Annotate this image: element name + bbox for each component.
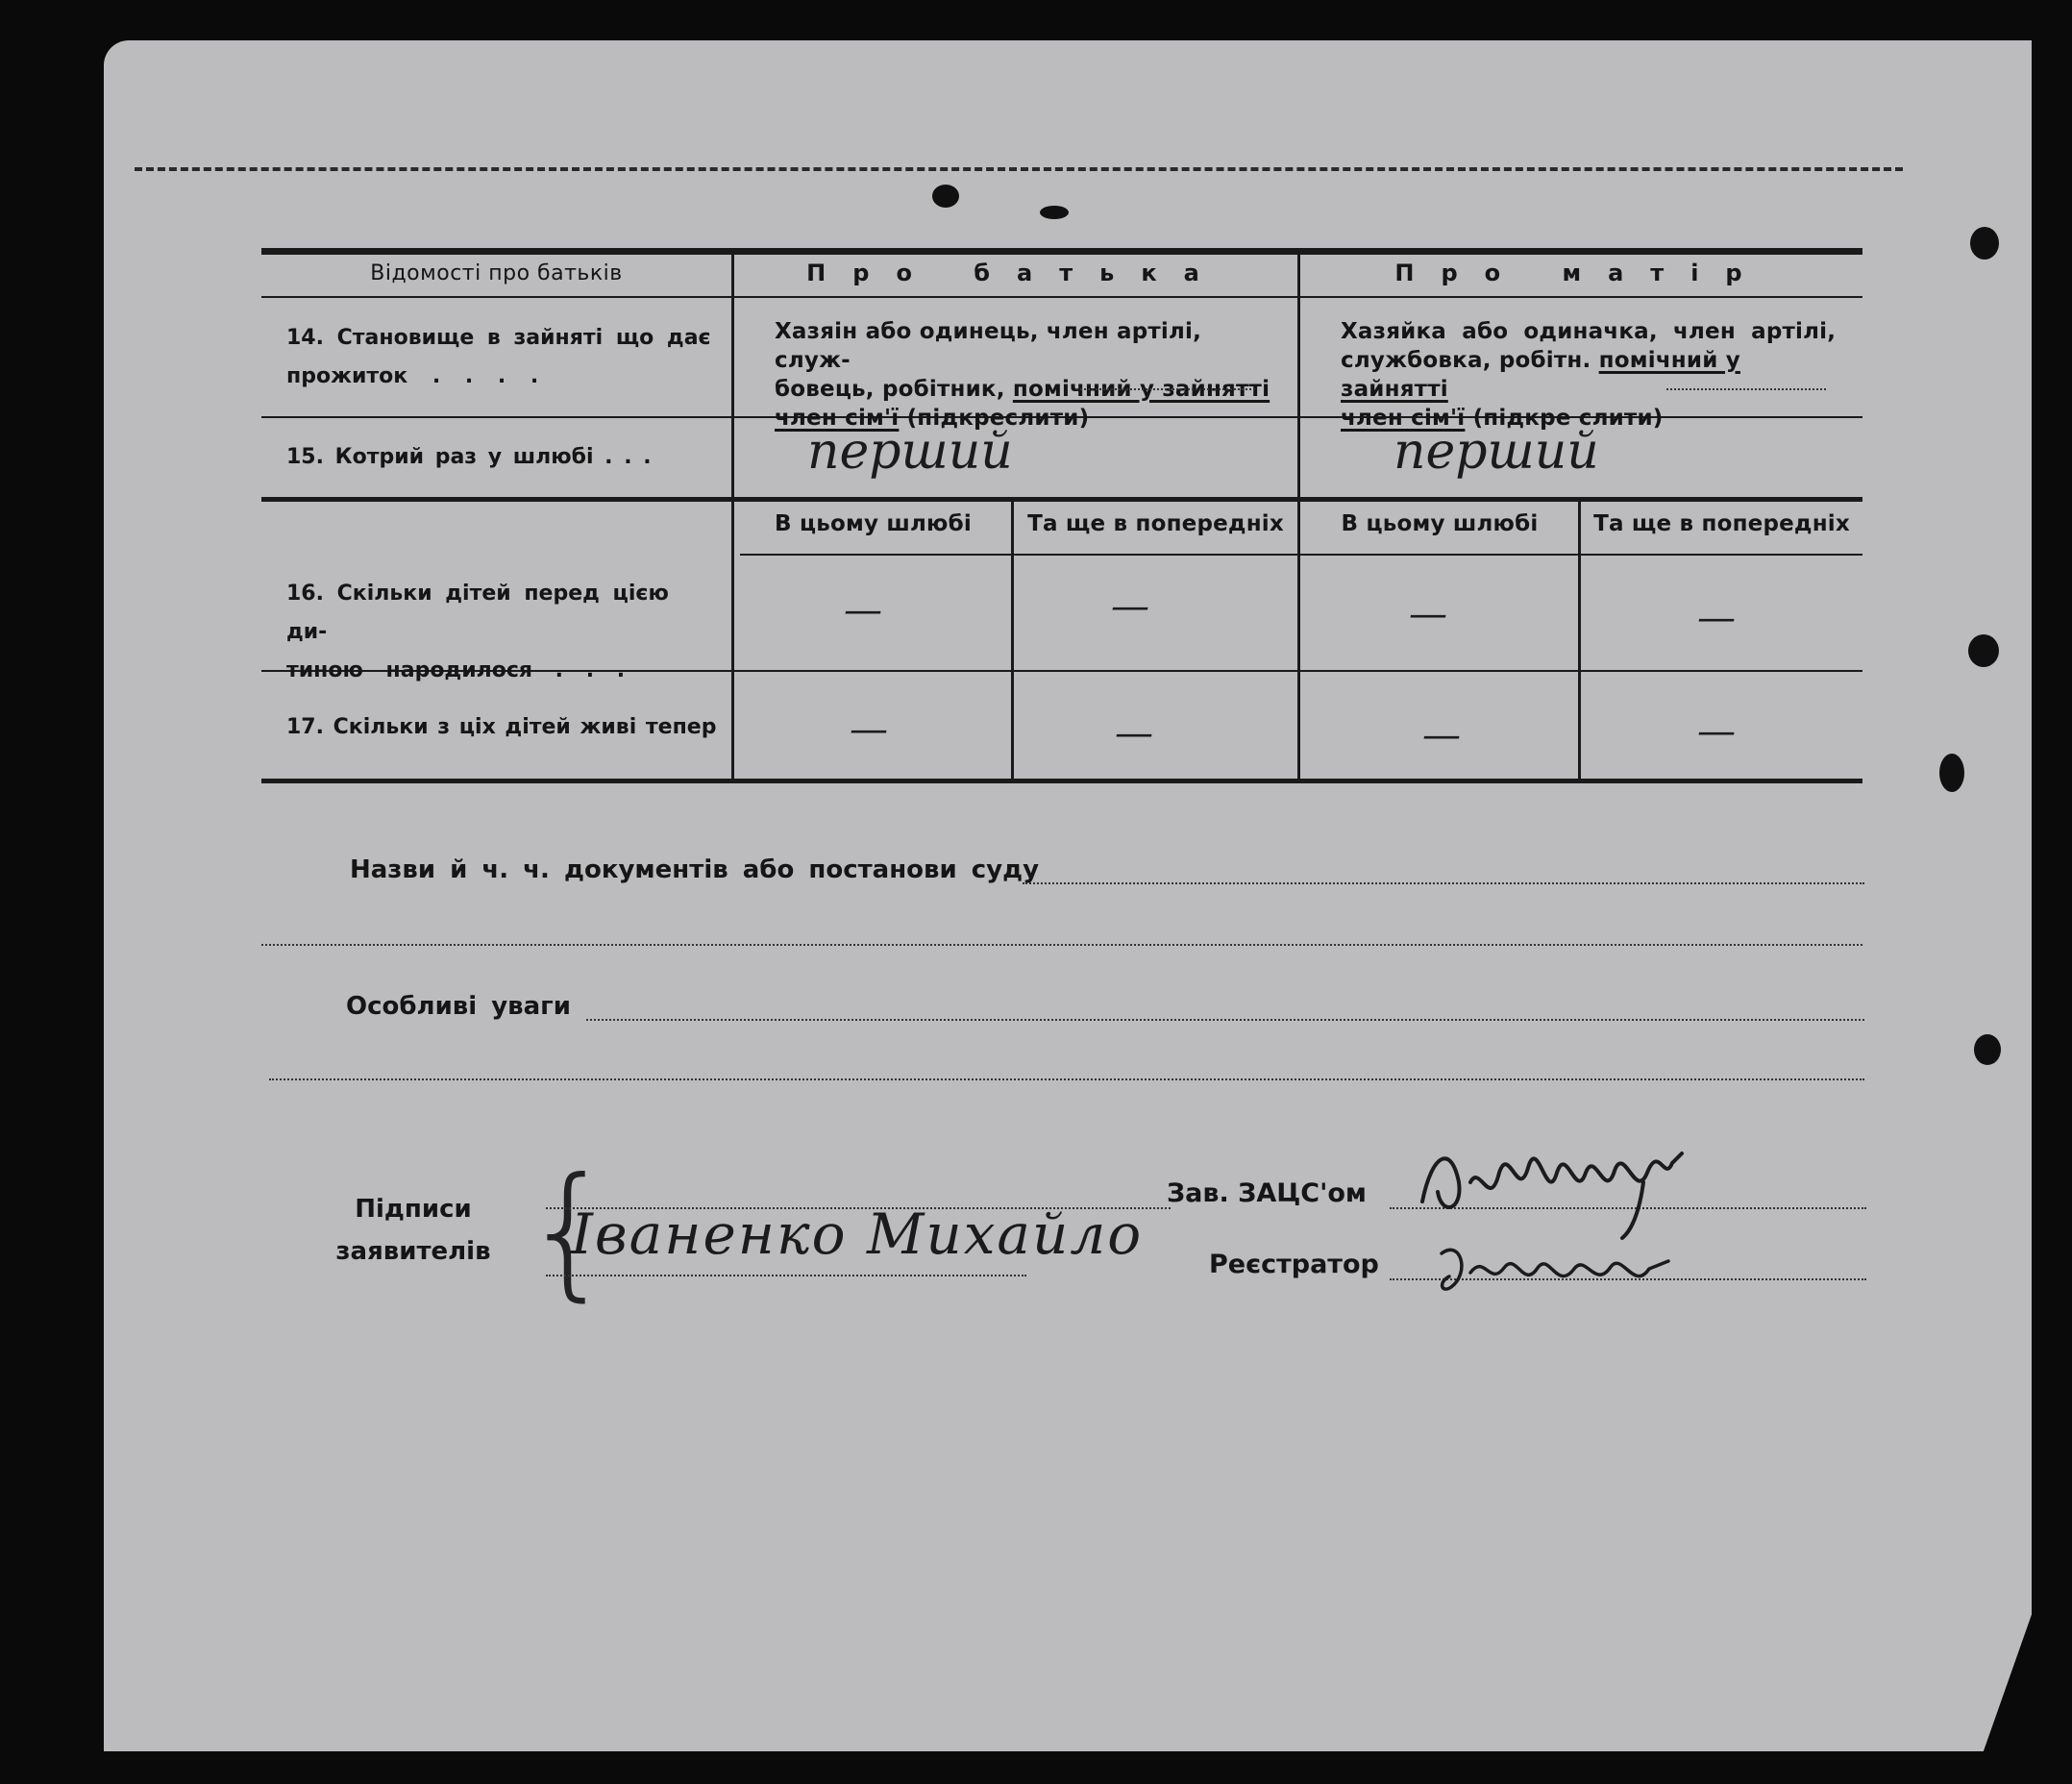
subheader-father-previous: Та ще в попередніх <box>1027 511 1284 536</box>
ink-blot <box>1040 206 1069 219</box>
row-16-label: 16. Скільки дітей перед цією ди- тиною народилося . . . <box>286 582 669 682</box>
remarks-fill-line-2 <box>269 1078 1864 1080</box>
applicants-signatures-label: Підписи заявителів <box>335 1195 491 1266</box>
subheader-mother-this-marriage: В цьому шлюбі <box>1341 511 1539 536</box>
row-16-mother-this-value: — <box>1409 592 1447 636</box>
ink-blot <box>1939 754 1964 792</box>
column-header-mother: Про матір <box>1394 260 1769 286</box>
subheader-mother-previous: Та ще в попередніх <box>1593 511 1850 536</box>
ink-blot <box>932 185 959 208</box>
perforation-line <box>135 167 1903 171</box>
applicant-signature: Іваненко Михайло <box>571 1202 1144 1267</box>
remarks-fill-line <box>586 1019 1864 1021</box>
registrar-label: Реєстратор <box>1209 1250 1379 1279</box>
row-17-father-previous-value: — <box>1115 711 1153 756</box>
head-signature-drawing <box>1413 1125 1701 1250</box>
row-17-label: 17. Скільки з ціх дітей живі тепер <box>286 715 717 739</box>
row-15-label: 15. Котрий раз у шлюбі . . . <box>286 445 652 469</box>
remarks-label: Особливі уваги <box>346 992 571 1021</box>
registrar-signature-drawing <box>1432 1234 1682 1311</box>
documents-fill-line-2 <box>261 944 1862 946</box>
row-14-father-cell: Хазяін або одинець, член артілі, служ- бовець, робітник, помічний у зайнятті член сім'ї (підкреслити) <box>775 319 1270 431</box>
punch-hole <box>1968 634 1999 667</box>
row-14-mother-cell: Хазяйка або одиначка, член артілі, службовка, робітн. помічний у зайнятті член сім'ї (підкре слити) <box>1341 319 1837 431</box>
row-16-father-this-value: — <box>844 588 882 632</box>
head-of-registry-label: Зав. ЗАЦС'ом <box>1167 1178 1367 1208</box>
brace-icon: { <box>523 1148 615 1315</box>
column-header-father: Про батька <box>806 260 1226 286</box>
row-15-father-value: перший <box>807 423 1013 481</box>
row-16-father-previous-value: — <box>1111 584 1149 629</box>
row-17-mother-this-value: — <box>1422 713 1461 757</box>
row-16-mother-previous-value: — <box>1697 596 1736 640</box>
subheader-father-this-marriage: В цьому шлюбі <box>775 511 972 536</box>
column-header-parents-info: Відомості про батьків <box>370 261 623 285</box>
punch-hole <box>1974 1034 2001 1065</box>
row-17-mother-previous-value: — <box>1697 709 1736 754</box>
documents-label: Назви й ч. ч. документів або постанови суду <box>350 855 1040 884</box>
row-15-mother-value: перший <box>1394 423 1599 481</box>
punch-hole <box>1970 227 1999 260</box>
row-14-label: 14. Становище в зайняті що дає прожиток . . . . <box>286 326 711 388</box>
row-17-father-this-value: — <box>850 707 888 752</box>
documents-fill-line <box>1023 882 1864 884</box>
